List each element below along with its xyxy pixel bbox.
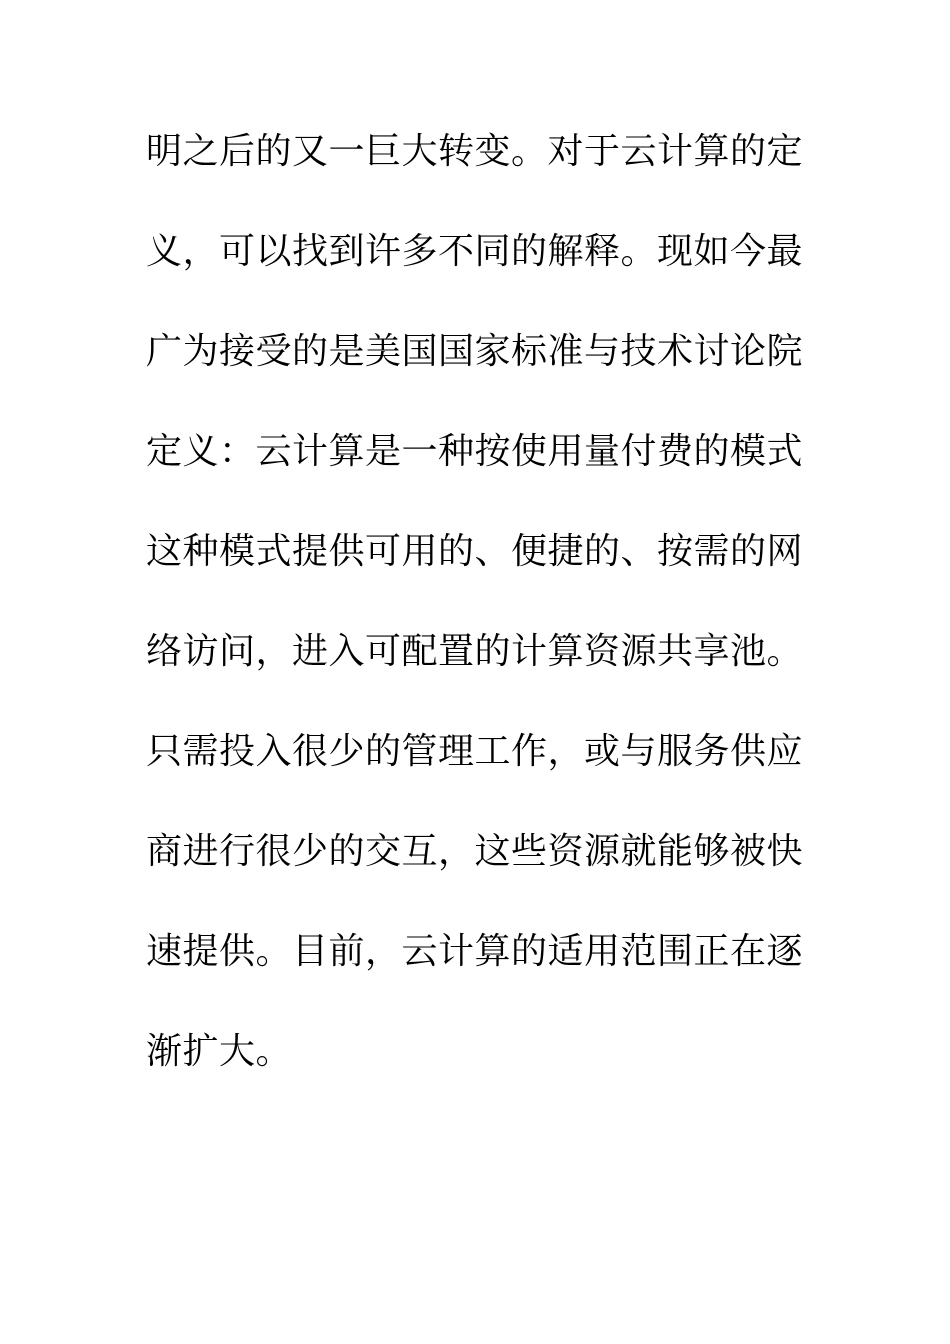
text-line: 速提供。目前，云计算的适用范围正在逐: [146, 931, 804, 972]
text-line: 广为接受的是美国国家标准与技术讨论院: [146, 331, 804, 372]
text-line: 义，可以找到许多不同的解释。现如今最: [146, 231, 804, 272]
text-line: 商进行很少的交互，这些资源就能够被快: [146, 831, 804, 872]
text-line: 定义：云计算是一种按使用量付费的模式: [146, 431, 804, 472]
body-paragraph: [146, 126, 816, 1126]
text-line: 这种模式提供可用的、便捷的、按需的网: [146, 531, 804, 572]
text-line: 渐扩大。: [146, 1031, 293, 1072]
text-line: 明之后的又一巨大转变。对于云计算的定: [146, 131, 804, 172]
text-line: 只需投入很少的管理工作，或与服务供应: [146, 731, 804, 772]
text-line: 络访问，进入可配置的计算资源共享池。: [146, 631, 804, 672]
